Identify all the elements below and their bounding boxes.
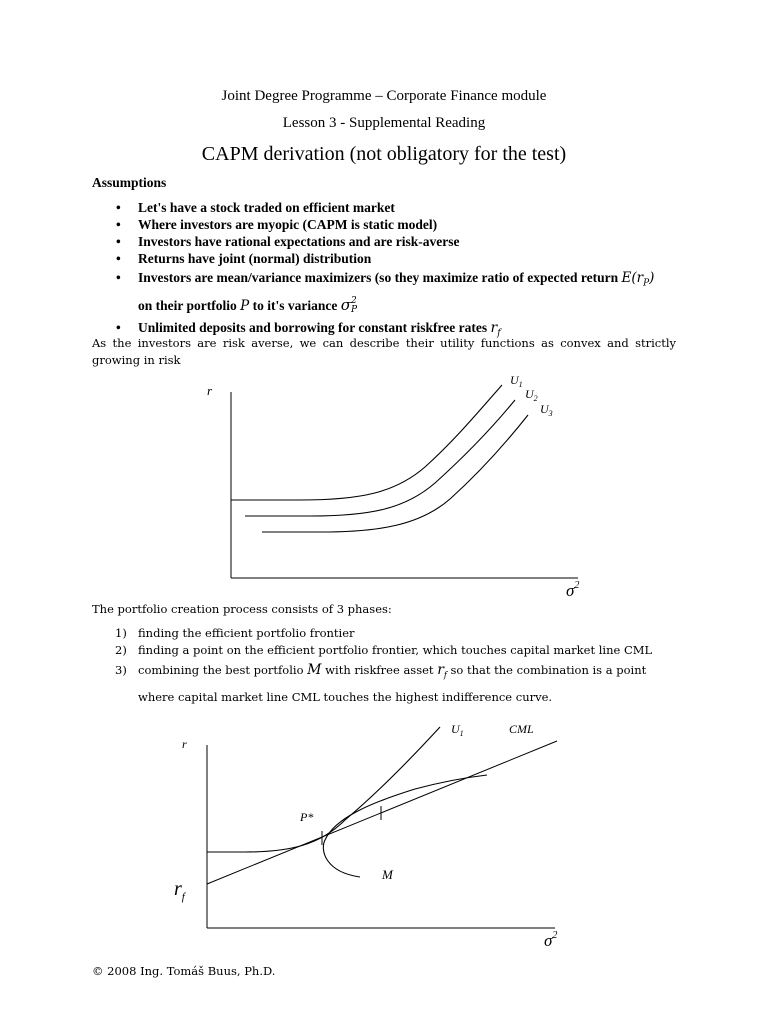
footer-copyright: © 2008 Ing. Tomáš Buus, Ph.D. [92, 964, 276, 978]
assumption-item-riskfree: • Unlimited deposits and borrowing for constant riskfree rates $r_f$ [110, 319, 680, 343]
phase-item: 1) finding the efficient portfolio frontier [115, 626, 355, 640]
indifference-curve-u1 [207, 727, 440, 852]
assumption-item: • Where investors are myopic (CAPM is static model) [110, 216, 680, 233]
legend-u2: $U_2$ [525, 387, 538, 403]
assumption-item: • Returns have joint (normal) distribution [110, 250, 680, 267]
x-axis-label: $\sigma^2$ [566, 580, 580, 600]
assumption-item: • Let's have a stock traded on efficient market [110, 199, 680, 216]
cml-line [207, 741, 557, 884]
phase-item: 3) combining the best portfolio M with riskfree asset $r_f$ so that the combination is a point where capital market line CML touches the highest indifference curve. [115, 662, 647, 705]
phases-intro: The portfolio creation process consists of 3 phases: [92, 602, 392, 616]
legend-u1: $U_1$ [510, 373, 523, 389]
assumption-item: • Investors have rational expectations and are risk-averse [110, 233, 680, 250]
label-cml: CML [509, 722, 534, 736]
programme-heading: Joint Degree Programme – Corporate Finance module [221, 88, 547, 104]
label-rf: $r_f$ [174, 878, 185, 903]
page-title: CAPM derivation (not obligatory for the test) [201, 143, 567, 165]
lesson-heading: Lesson 3 - Supplemental Reading [282, 115, 486, 131]
assumptions-heading: Assumptions [92, 175, 167, 190]
utility-paragraph: As the investors are risk averse, we can describe their utility functions as convex and strictly growing in risk [92, 336, 676, 367]
label-m: M [382, 867, 393, 882]
label-p-star: P* [300, 810, 314, 824]
y-axis-label: r [207, 383, 213, 398]
assumption-item-mean-variance: • Investors are mean/variance maximizers (so they maximize ratio of expected return $E(r_P)$ on their portfolio P to it's variance σ 2 P [110, 267, 680, 317]
phase-item: 2) finding a point on the efficient portfolio frontier, which touches capital market line CML [115, 643, 653, 657]
y-axis-label: r [182, 737, 187, 751]
legend-u3: $U_3$ [540, 402, 553, 418]
label-u1: $U_1$ [451, 722, 464, 738]
x-axis-label: $\sigma^2$ [544, 930, 558, 950]
